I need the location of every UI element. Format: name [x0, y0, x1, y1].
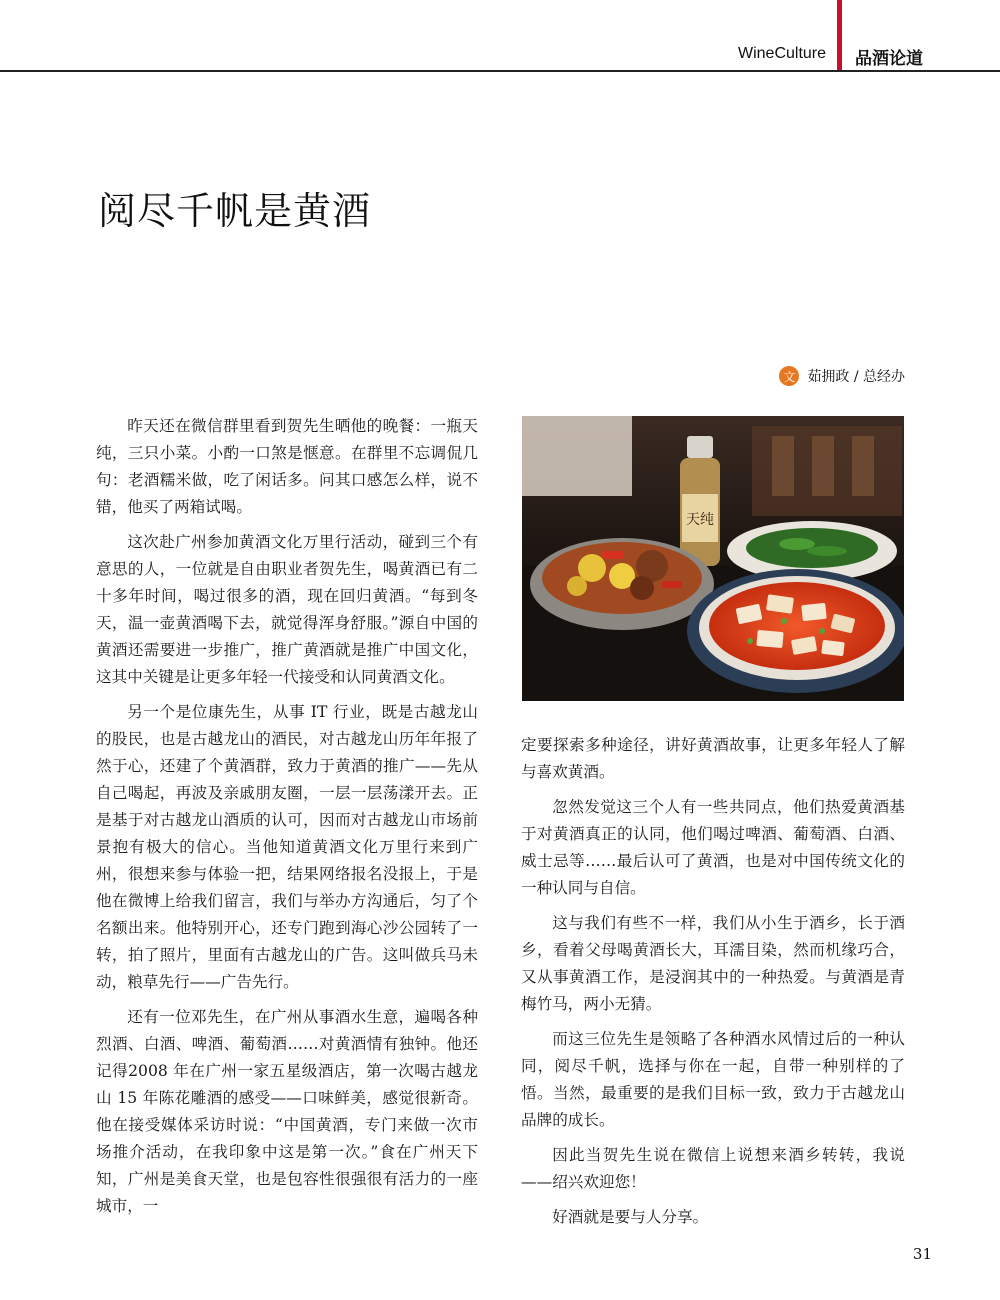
header-section: 品酒论道: [855, 49, 923, 69]
dinner-photo: [522, 416, 904, 701]
paragraph: 因此当贺先生说在微信上说想来酒乡转转，我说——绍兴欢迎您！: [521, 1146, 905, 1191]
left-column: [96, 413, 478, 1228]
header-brand: WineCulture: [738, 45, 827, 62]
header-accent-bar: [837, 0, 842, 72]
header-rule: [0, 70, 1000, 72]
byline: [779, 366, 905, 386]
paragraph: 好酒就是要与人分享。: [552, 1208, 709, 1226]
right-column: [521, 732, 905, 1239]
article-title: 阅尽千帆是黄酒: [98, 189, 372, 233]
bottle-label: 天纯: [686, 512, 714, 528]
paragraph: 昨天还在微信群里看到贺先生晒他的晚餐：一瓶天纯，三只小菜。小酌一口煞是惬意。在群里不忘调侃几句：老酒糯米做，吃了闲话多。问其口感怎么样，说不错，他买了两箱试喝。: [96, 417, 478, 516]
paragraph: 这次赴广州参加黄酒文化万里行活动，碰到三个有意思的人，一位就是自由职业者贺先生，喝黄酒已有二十多年时间，喝过很多的酒，现在回归黄酒。“每到冬天，温一壶黄酒喝下去，就觉得浑身舒服。”源自中国的黄酒还需要进一步推广，推广黄酒就是推广中国文化，这其中关键是让更多年轻一代接受和认同黄酒文化。: [96, 533, 478, 686]
page-number: 31: [912, 1245, 932, 1263]
byline-text: 茹拥政 / 总经办: [807, 369, 905, 385]
paragraph-continuation: 定要探索多种途径，讲好黄酒故事，让更多年轻人了解与喜欢黄酒。: [521, 736, 905, 781]
paragraph: 这与我们有些不一样，我们从小生于酒乡，长于酒乡，看着父母喝黄酒长大，耳濡目染，然而机缘巧合，又从事黄酒工作，是浸润其中的一种热爱。与黄酒是青梅竹马，两小无猜。: [521, 914, 905, 1013]
paragraph: 还有一位邓先生，在广州从事酒水生意，遍喝各种烈酒、白酒、啤酒、葡萄酒……对黄酒情有独钟。他还记得2008 年在广州一家五星级酒店，第一次喝古越龙山 15 年陈花雕酒的感受——口味鲜美，感觉很新奇。他在接受媒体采访时说：“中国黄酒，专门来做一次市场推介活动，在我印象中这是第一次。”食在广州天下知，广州是美食天堂，也是包容性很强很有活力的一座城市，一: [96, 1008, 478, 1215]
author-badge-icon: 文: [779, 366, 799, 386]
paragraph: 而这三位先生是领略了各种酒水风情过后的一种认同，阅尽千帆，选择与你在一起，自带一种别样的了悟。当然，最重要的是我们目标一致，致力于古越龙山品牌的成长。: [521, 1030, 905, 1129]
paragraph: 另一个是位康先生，从事 IT 行业，既是古越龙山的股民，也是古越龙山的酒民，对古越龙山历年年报了然于心，还建了个黄酒群，致力于黄酒的推广——先从自己喝起，再波及亲戚朋友圈，一层一层荡漾开去。正是基于对古越龙山酒质的认可，因而对古越龙山市场前景抱有极大的信心。当他知道黄酒文化万里行来到广州，很想来参与体验一把，结果网络报名没报上，于是他在微博上给我们留言，我们与举办方沟通后，匀了个名额出来。他特别开心，还专门跑到海心沙公园转了一转，拍了照片，里面有古越龙山的广告。这叫做兵马未动，粮草先行——广告先行。: [96, 703, 478, 991]
paragraph: 忽然发觉这三个人有一些共同点，他们热爱黄酒基于对黄酒真正的认同，他们喝过啤酒、葡萄酒、白酒、威士忌等……最后认可了黄酒，也是对中国传统文化的一种认同与自信。: [521, 798, 905, 897]
